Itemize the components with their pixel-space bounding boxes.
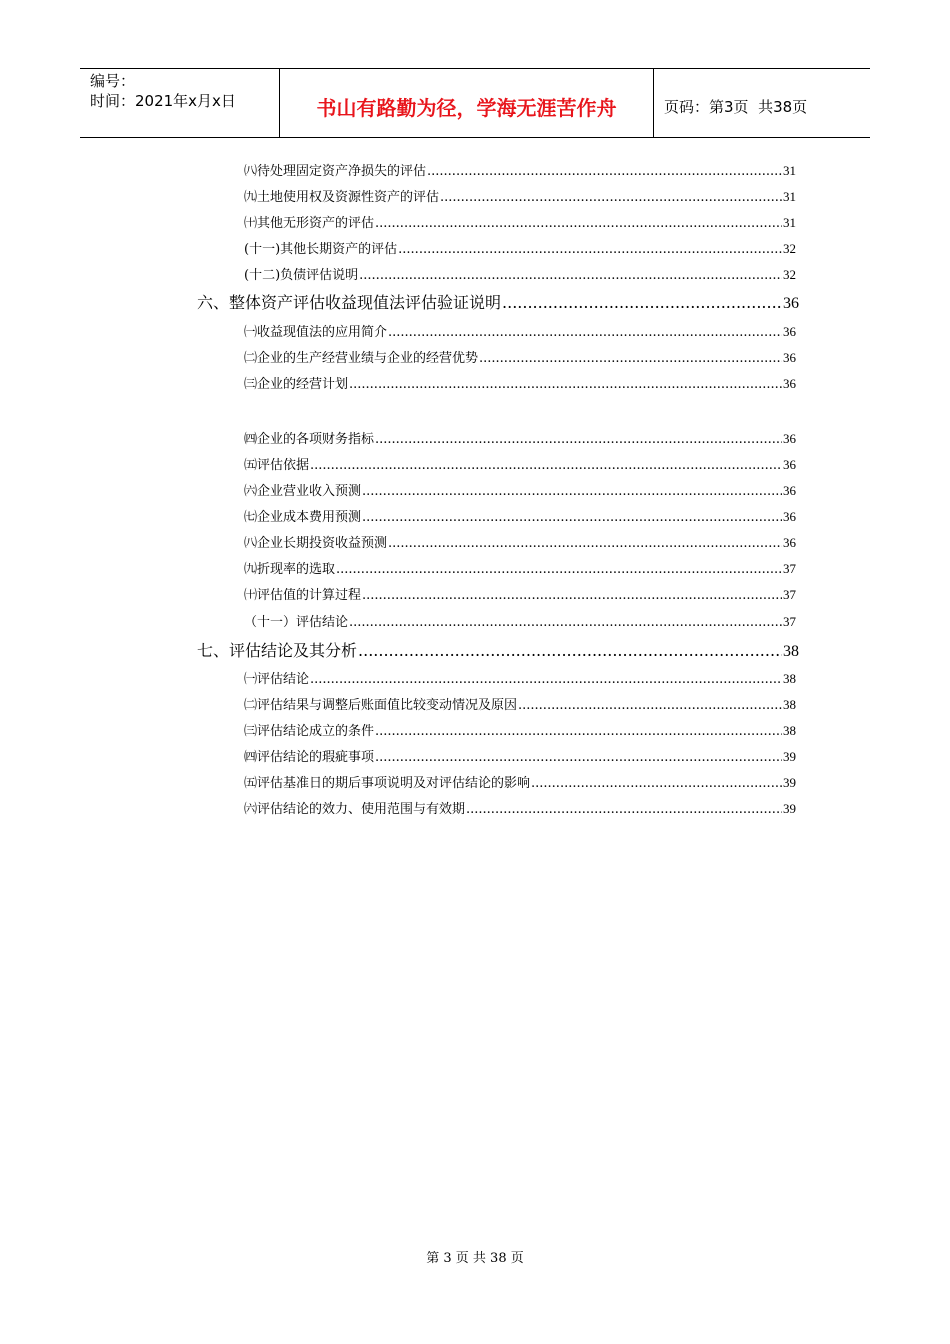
toc-entry-title: ㈢评估结论成立的条件 (244, 724, 375, 739)
toc-entry-page: 31 (783, 163, 796, 178)
toc-entry-page: 31 (783, 215, 796, 230)
toc-entry-title: ㈦企业成本费用预测 (244, 510, 362, 525)
toc-dot-leader (362, 510, 782, 525)
toc-entry[interactable] (244, 694, 796, 713)
toc-entry-title: (十二)负债评估说明 (244, 268, 359, 283)
toc-entry[interactable] (244, 668, 796, 687)
toc-entry-page: 38 (783, 697, 796, 712)
toc-entry-page: 38 (783, 643, 799, 660)
toc-entry-page: 36 (783, 350, 796, 365)
toc-entry-title: ㈩其他无形资产的评估 (244, 216, 375, 231)
document-date: 时间：2021年x月x日 (90, 92, 236, 110)
toc-entry-title: ㈨折现率的选取 (244, 562, 336, 577)
toc-dot-leader (440, 190, 782, 205)
toc-entry-page: 39 (783, 749, 796, 764)
toc-entry[interactable] (244, 160, 796, 179)
toc-entry[interactable] (244, 798, 796, 817)
toc-entry[interactable] (244, 746, 796, 765)
toc-dot-leader (336, 562, 782, 577)
page-info-text: 页码：第3页 共38页 (664, 97, 808, 116)
toc-entry[interactable] (244, 558, 796, 577)
toc-entry[interactable] (244, 347, 796, 366)
toc-dot-leader (362, 484, 782, 499)
page-footer (0, 1247, 950, 1266)
toc-entry[interactable] (244, 454, 796, 473)
toc-entry[interactable] (197, 290, 799, 313)
toc-entry-title: ㈡企业的生产经营业绩与企业的经营优势 (244, 351, 479, 366)
toc-entry-page: 36 (783, 457, 796, 472)
toc-entry-page: 36 (783, 535, 796, 550)
toc-entry-title: （十一）评估结论 (244, 615, 349, 630)
toc-entry-title: 七、评估结论及其分析 (197, 641, 358, 660)
toc-entry[interactable] (244, 373, 796, 392)
toc-entry[interactable] (244, 506, 796, 525)
toc-entry-title: ㈥企业营业收入预测 (244, 484, 362, 499)
toc-entry-title: ㈠评估结论 (244, 672, 310, 687)
toc-entry[interactable] (244, 212, 796, 231)
header-motto (280, 69, 654, 137)
toc-entry-page: 37 (783, 614, 796, 629)
toc-dot-leader (362, 588, 782, 603)
toc-entry[interactable] (244, 532, 796, 551)
toc-entry[interactable] (244, 186, 796, 205)
toc-dot-leader (427, 164, 782, 179)
motto-text: 书山有路勤为径，学海无涯苦作舟 (316, 95, 617, 120)
toc-dot-leader (359, 268, 782, 283)
toc-dot-leader (358, 641, 782, 660)
toc-entry-title: ㈢企业的经营计划 (244, 377, 349, 392)
toc-dot-leader (375, 750, 782, 765)
toc-entry[interactable] (244, 238, 796, 257)
toc-entry[interactable] (244, 321, 796, 340)
toc-dot-leader (375, 216, 782, 231)
toc-entry-title: ㈧待处理固定资产净损失的评估 (244, 164, 427, 179)
toc-dot-leader (398, 242, 782, 257)
toc-entry-title: ㈤评估依据 (244, 458, 310, 473)
toc-entry-title: ㈣评估结论的瑕疵事项 (244, 750, 375, 765)
document-number-label: 编号： (90, 72, 136, 90)
toc-entry-page: 39 (783, 801, 796, 816)
toc-entry[interactable] (197, 638, 799, 661)
toc-entry-page: 36 (783, 376, 796, 391)
toc-entry-title: ㈧企业长期投资收益预测 (244, 536, 388, 551)
toc-entry-title: ㈥评估结论的效力、使用范围与有效期 (244, 802, 466, 817)
toc-entry-page: 36 (783, 509, 796, 524)
toc-entry-title: ㈣企业的各项财务指标 (244, 432, 375, 447)
toc-entry[interactable] (244, 584, 796, 603)
toc-entry-page: 32 (783, 241, 796, 256)
toc-entry-page: 36 (783, 324, 796, 339)
toc-dot-leader (388, 325, 782, 340)
toc-dot-leader (310, 672, 782, 687)
header-meta (80, 69, 280, 137)
toc-dot-leader (466, 802, 782, 817)
toc-dot-leader (349, 615, 782, 630)
toc-entry-page: 36 (783, 431, 796, 446)
toc-dot-leader (310, 458, 782, 473)
toc-dot-leader (375, 724, 782, 739)
toc-entry-page: 31 (783, 189, 796, 204)
toc-entry-title: (十一)其他长期资产的评估 (244, 242, 398, 257)
toc-entry[interactable] (244, 720, 796, 739)
toc-entry-title: ㈡评估结果与调整后账面值比较变动情况及原因 (244, 698, 518, 713)
toc-entry-title: ㈨土地使用权及资源性资产的评估 (244, 190, 440, 205)
toc-entry-page: 38 (783, 723, 796, 738)
toc-entry[interactable] (244, 772, 796, 791)
toc-entry[interactable] (244, 611, 796, 630)
toc-dot-leader (502, 293, 782, 312)
toc-entry-page: 36 (783, 295, 799, 312)
toc-dot-leader (375, 432, 782, 447)
toc-entry-page: 37 (783, 587, 796, 602)
toc-entry-title: ㈤评估基准日的期后事项说明及对评估结论的影响 (244, 776, 531, 791)
toc-entry-title: ㈠收益现值法的应用简介 (244, 325, 388, 340)
toc-entry-page: 38 (783, 671, 796, 686)
toc-entry-page: 36 (783, 483, 796, 498)
toc-dot-leader (349, 377, 782, 392)
toc-dot-leader (479, 351, 782, 366)
toc-dot-leader (518, 698, 782, 713)
toc-entry-title: ㈩评估值的计算过程 (244, 588, 362, 603)
toc-entry-page: 32 (783, 267, 796, 282)
toc-entry[interactable] (244, 428, 796, 447)
toc-entry[interactable] (244, 480, 796, 499)
toc-entry-page: 39 (783, 775, 796, 790)
header-page-info (654, 69, 870, 137)
toc-entry-page: 37 (783, 561, 796, 576)
toc-entry[interactable] (244, 264, 796, 283)
toc-dot-leader (388, 536, 782, 551)
toc-dot-leader (531, 776, 782, 791)
toc-entry-title: 六、整体资产评估收益现值法评估验证说明 (197, 293, 502, 312)
footer-page-number: 第 3 页 共 38 页 (426, 1251, 524, 1266)
page-header (80, 68, 870, 138)
